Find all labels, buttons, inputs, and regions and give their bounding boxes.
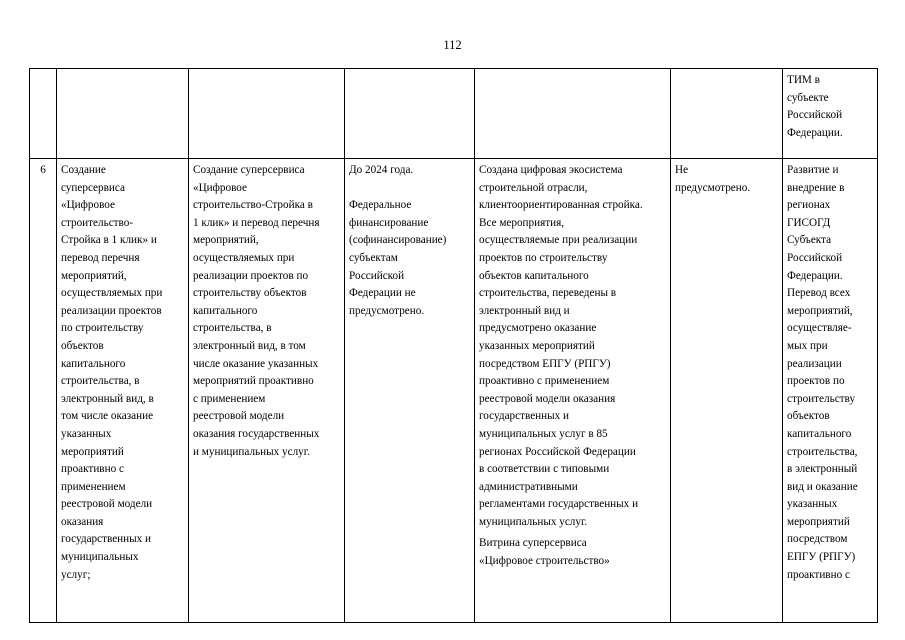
text-line: муниципальных услуг. (479, 515, 588, 528)
text-line: по строительству (61, 322, 144, 335)
cell-regional-measures (783, 69, 878, 159)
text-line: проактивно с (787, 568, 850, 581)
text-line: и муниципальных услуг. (193, 445, 310, 458)
text-line: субъектам (349, 251, 398, 264)
text-line: регионах (787, 199, 831, 212)
text-line: электронный вид и (479, 304, 570, 317)
funding-text (349, 197, 470, 320)
cell-description (189, 69, 345, 159)
cell-regional-measures (783, 159, 878, 623)
cell-description (189, 159, 345, 623)
text-line: Федерации. (787, 126, 843, 139)
text-line: проактивно с (61, 463, 124, 476)
cell-result (475, 69, 671, 159)
cell-note (671, 159, 783, 623)
text-line: Витрина суперсервиса (479, 537, 587, 550)
cell-event (57, 159, 189, 623)
deadline-text: До 2024 года. (349, 164, 414, 176)
text-line: ЕПГУ (РПГУ) (787, 551, 856, 564)
text-line: «Цифровое строительство» (479, 555, 610, 568)
text-line: муниципальных (61, 551, 139, 564)
table-row-continuation (30, 69, 878, 159)
text-line: Создана цифровая экосистема (479, 164, 623, 176)
text-line: перевод перечня (61, 251, 140, 264)
text-line: реализации проектов по (193, 269, 309, 282)
text-line: мероприятий (787, 515, 850, 528)
table-row-6 (30, 159, 878, 623)
text-line: объектов капитального (479, 269, 589, 282)
text-line: проактивно с применением (479, 375, 610, 388)
text-line: мероприятий проактивно (193, 375, 314, 388)
text-line: услуг; (61, 568, 91, 581)
text-line: реестровой модели оказания (479, 392, 616, 405)
text-line: ГИСОГД (787, 216, 831, 229)
text-line: 1 клик» и перевод перечня (193, 216, 320, 229)
text-line: мероприятий, (193, 234, 259, 247)
showcase-text (479, 535, 666, 570)
cell-number (30, 69, 57, 159)
text-line: финансирование (349, 216, 429, 229)
text-line: ТИМ в (787, 74, 820, 86)
text-line: реестровой модели (193, 410, 285, 423)
text-line: Федеральное (349, 199, 412, 212)
text-line: указанных (61, 427, 112, 440)
text-line: Все мероприятия, (479, 216, 565, 229)
text-line: Субъекта (787, 234, 832, 247)
text-line: строительству (787, 392, 856, 405)
text-line: муниципальных услуг в 85 (479, 427, 608, 440)
text-line: предусмотрено оказание (479, 322, 597, 335)
text-line: капитального (193, 304, 258, 317)
text-line: объектов (61, 339, 104, 352)
cell-event (57, 69, 189, 159)
text-line: Не (675, 164, 689, 176)
text-line: строительства, в (61, 375, 140, 388)
text-line: Российской (349, 269, 405, 282)
text-line: том числе оказание (61, 410, 154, 423)
text-line: оказания государственных (193, 427, 320, 440)
text-line: осуществляемых при (61, 287, 163, 300)
text-line: государственных и (61, 533, 152, 546)
text-line: (софинансирование) (349, 234, 447, 247)
text-line: указанных мероприятий (479, 339, 595, 352)
text-line: в соответствии с типовыми (479, 463, 610, 476)
text-line: реализации проектов (61, 304, 162, 317)
text-line: Создание (61, 164, 106, 176)
text-line: предусмотрено. (675, 181, 751, 194)
text-line: строительства, (787, 445, 858, 458)
text-line: капитального (61, 357, 126, 370)
text-line: Развитие и (787, 164, 839, 176)
text-line: Российской (787, 251, 843, 264)
page-number: 112 (443, 38, 462, 52)
text-line: проектов по (787, 375, 845, 388)
text-line: электронный вид, в том (193, 339, 306, 352)
text-line: строительству объектов (193, 287, 307, 300)
text-line: мероприятий, (61, 269, 127, 282)
text-line: «Цифровое (61, 199, 115, 212)
text-line: осуществляемые при реализации (479, 234, 638, 247)
text-line: реализации (787, 357, 842, 370)
text-line: строительства, в (193, 322, 272, 335)
text-line: оказания (61, 515, 104, 528)
text-line: капитального (787, 427, 852, 440)
text-line: указанных (787, 498, 838, 511)
document-table (29, 68, 878, 623)
text-line: применением (61, 480, 126, 493)
text-line: субъекте (787, 91, 829, 104)
text-line: объектов (787, 410, 830, 423)
text-line: предусмотрено. (349, 304, 425, 317)
text-line: проектов по строительству (479, 251, 608, 264)
text-line: с применением (193, 392, 266, 405)
text-line: Стройка в 1 клик» и (61, 234, 157, 247)
text-line: реестровой модели (61, 498, 153, 511)
text-line: Создание суперсервиса (193, 164, 305, 176)
cell-result (475, 159, 671, 623)
text-line: числе оказание указанных (193, 357, 319, 370)
text-line: вид и оказание (787, 480, 858, 493)
text-line: внедрение в (787, 181, 845, 194)
text-line: Перевод всех (787, 287, 851, 300)
text-line: осуществляемых при (193, 251, 295, 264)
result-text (479, 162, 666, 531)
text-line: административными (479, 480, 578, 493)
text-line: посредством ЕПГУ (РПГУ) (479, 357, 611, 370)
text-line: мероприятий (61, 445, 124, 458)
text-line: Федерации. (787, 269, 843, 282)
text-line: государственных и (479, 410, 570, 423)
text-line: строительства, переведены в (479, 287, 617, 300)
text-line: мероприятий, (787, 304, 853, 317)
text-line: строительной отрасли, (479, 181, 588, 194)
text-line: «Цифровое (193, 181, 247, 194)
text-line: Российской (787, 109, 843, 122)
text-line: регламентами государственных и (479, 498, 639, 511)
text-line: Федерации не (349, 287, 416, 300)
text-line: клиентоориентированная стройка. (479, 199, 643, 212)
text-line: мых при (787, 339, 828, 352)
text-line: регионах Российской Федерации (479, 445, 636, 458)
cell-number: 6 (30, 159, 57, 623)
text-line: электронный вид, в (61, 392, 154, 405)
text-line: строительство-Стройка в (193, 199, 313, 212)
text-line: осуществляе- (787, 322, 852, 335)
text-line: строительство- (61, 216, 134, 229)
cell-deadline-funding (345, 159, 475, 623)
cell-deadline-funding (345, 69, 475, 159)
text-line: суперсервиса (61, 181, 125, 194)
text-line: посредством (787, 533, 848, 546)
text-line: в электронный (787, 463, 858, 476)
cell-note (671, 69, 783, 159)
